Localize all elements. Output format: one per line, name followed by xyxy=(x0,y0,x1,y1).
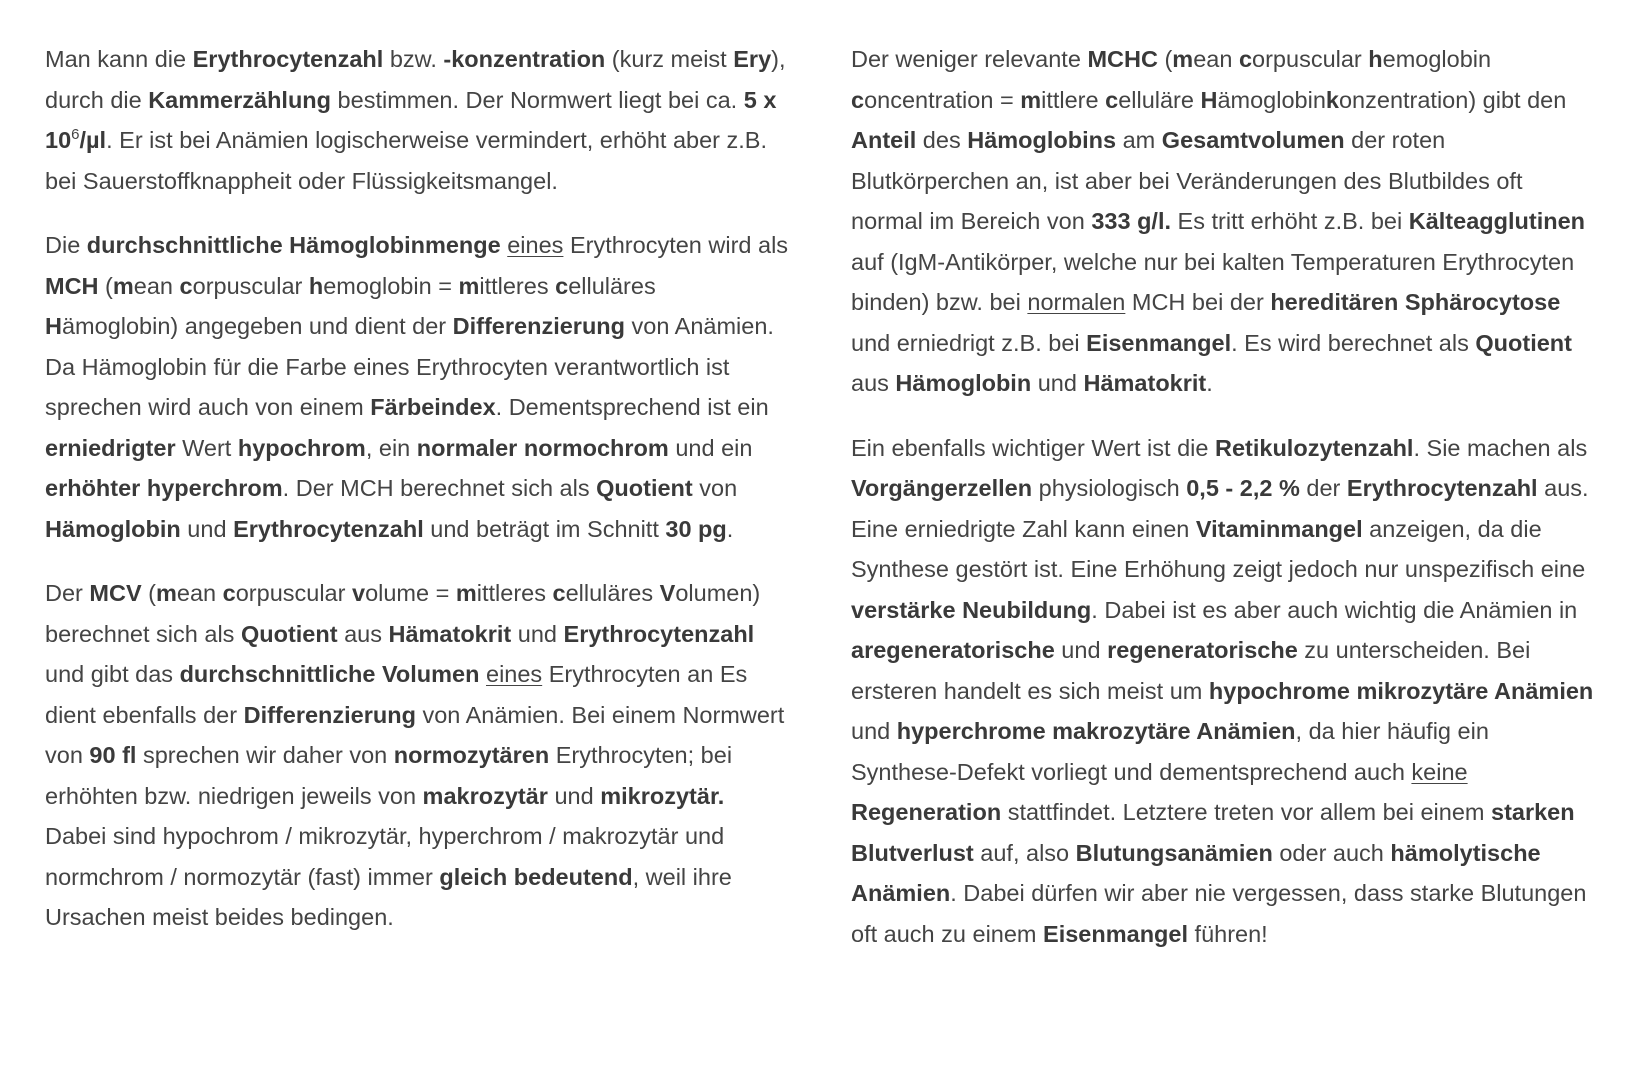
text-run: , ein xyxy=(365,434,417,461)
bold-term: Vitaminmangel xyxy=(1195,515,1363,542)
text-run: ean xyxy=(1193,46,1239,72)
bold-term: c xyxy=(1105,86,1119,113)
text-run: Erythrocyten wird als xyxy=(563,232,789,258)
text-run: Erythrocyten an Es dient ebenfalls der xyxy=(45,661,748,728)
bold-term: hyperchrome makrozytäre Anämien xyxy=(896,718,1296,744)
text-run: sprechen wir daher von xyxy=(136,742,394,768)
text-run: emoglobin = xyxy=(323,272,459,299)
text-run: der roten Blutkörperchen an, ist aber bei Veränderungen des Blutbildes oft normal im Bereich von xyxy=(851,127,1523,234)
text-run: onzentration) gibt den xyxy=(1338,86,1567,113)
bold-term: normaler normochrom xyxy=(416,434,669,461)
bold-term: -konzentration xyxy=(443,46,606,72)
bold-term: m xyxy=(112,272,134,299)
bold-term: Eisenmangel xyxy=(1043,920,1189,947)
bold-term: starken Blutverlust xyxy=(851,799,1575,866)
text-run: und xyxy=(511,620,564,647)
text-run: von xyxy=(692,475,738,501)
text-run: auf, also xyxy=(973,839,1076,866)
text-run: , da hier häufig ein Synthese-Defekt vorliegt und dementsprechend auch xyxy=(851,718,1489,785)
text-run: zu unterscheiden. Bei ersteren handelt es sich meist um xyxy=(851,637,1531,704)
text-run: stattfindet. Letztere treten vor allem bei einem xyxy=(1001,799,1491,825)
bold-term: 30 pg xyxy=(665,515,727,542)
left-column xyxy=(45,39,790,962)
text-run: und gibt das xyxy=(45,661,180,687)
paragraph xyxy=(45,39,790,201)
bold-term: h xyxy=(308,272,324,299)
bold-term: m xyxy=(156,580,177,606)
text-run: und beträgt im Schnitt xyxy=(423,515,666,542)
bold-term: erniedrigter xyxy=(45,434,176,461)
bold-term: h xyxy=(1368,46,1383,72)
text-run: elluläres xyxy=(568,272,656,299)
text-run: . Der MCH berechnet sich als xyxy=(282,475,597,501)
text-run: olume = xyxy=(365,580,456,606)
bold-term: Retikulozytenzahl xyxy=(1214,434,1414,461)
text-run: von Anämien. Bei einem Normwert von xyxy=(45,701,785,768)
text-run: physiologisch xyxy=(1032,475,1187,501)
bold-term: regeneratorische xyxy=(1107,637,1298,663)
text-run: ean xyxy=(133,272,180,299)
text-run: orpuscular xyxy=(192,272,309,299)
text-run: des xyxy=(916,127,968,153)
bold-term: durchschnittliche Volumen xyxy=(179,661,480,687)
text-run: bestimmen. Der Normwert liegt bei ca. xyxy=(331,86,744,113)
text-run: ( xyxy=(98,272,113,299)
bold-term: Kälteagglutinen xyxy=(1408,208,1585,234)
bold-term: Erythrocytenzahl xyxy=(1346,475,1538,501)
text-run: . xyxy=(1206,370,1213,396)
bold-term: m xyxy=(1172,46,1194,72)
bold-term: 5 x 10 xyxy=(45,86,777,153)
paragraph xyxy=(45,573,790,938)
bold-term: hereditären Sphärocytose xyxy=(1270,289,1561,315)
text-run: und xyxy=(851,718,897,744)
text-run: olumen) berechnet sich als xyxy=(45,580,761,647)
text-run: ittlere xyxy=(1041,86,1106,113)
bold-term: k xyxy=(1325,86,1339,113)
bold-term: c xyxy=(179,272,193,299)
bold-term: normozytären xyxy=(393,742,550,768)
text-run: Der weniger relevante xyxy=(851,46,1088,72)
bold-term: 0,5 - 2,2 % xyxy=(1186,475,1300,501)
text-run: ( xyxy=(141,580,156,606)
right-column xyxy=(851,39,1596,978)
bold-term: m xyxy=(1020,86,1042,113)
bold-term: c xyxy=(555,272,569,299)
bold-term: Quotient xyxy=(1475,329,1572,356)
bold-term: Quotient xyxy=(240,620,338,647)
text-run: oncentration = xyxy=(864,86,1021,113)
bold-term: m xyxy=(455,580,477,606)
bold-term: /µl xyxy=(79,127,107,153)
underlined-text: eines xyxy=(486,661,543,687)
text-run: Ein ebenfalls wichtiger Wert ist die xyxy=(851,434,1215,461)
bold-term: hypochrome mikrozytäre Anämien xyxy=(1208,677,1594,704)
text-run: elluläre xyxy=(1118,86,1201,113)
bold-term: Anteil xyxy=(851,127,917,153)
bold-term: Vorgängerzellen xyxy=(851,475,1033,501)
text-run: und xyxy=(180,515,234,542)
underlined-text: keine xyxy=(1411,758,1468,785)
text-run: Dabei sind hypochrom / mikrozytär, hyperchrom / makrozytär und normchrom / normozytär (fast) immer xyxy=(45,823,725,890)
bold-term: Quotient xyxy=(596,475,693,501)
text-run: Es tritt erhöht z.B. bei xyxy=(1171,208,1409,234)
text-run: aus xyxy=(851,370,896,396)
bold-term: Erythrocytenzahl xyxy=(563,620,755,647)
bold-term: MCHC xyxy=(1087,46,1158,72)
bold-term: c xyxy=(1238,46,1253,72)
text-run: ittleres xyxy=(476,580,553,606)
text-run: orpuscular xyxy=(235,580,352,606)
text-run: Die xyxy=(45,232,87,258)
bold-term: makrozytär xyxy=(422,782,548,809)
text-run: (kurz meist xyxy=(605,46,734,72)
text-run: . xyxy=(726,515,734,542)
text-run: MCH bei der xyxy=(1125,289,1271,315)
bold-term: H xyxy=(1200,86,1218,113)
text-run: Man kann die xyxy=(45,46,193,72)
bold-term: Differenzierung xyxy=(452,313,626,339)
text-run: aus. Eine erniedrigte Zahl kann einen xyxy=(851,475,1589,542)
bold-term: gleich bedeutend xyxy=(439,863,633,890)
bold-term: 90 fl xyxy=(89,742,137,768)
text-run: bzw. xyxy=(383,46,444,72)
text-run: aus xyxy=(337,620,389,647)
text-run: ), durch die xyxy=(45,46,786,113)
bold-term: H xyxy=(45,313,62,339)
bold-term: Erythrocytenzahl xyxy=(233,515,424,542)
text-run: . Dabei ist es aber auch wichtig die Anämien in xyxy=(1091,596,1578,623)
bold-term: 333 g/l. xyxy=(1091,208,1172,234)
paragraph xyxy=(851,39,1596,404)
text-run: führen! xyxy=(1188,920,1268,947)
bold-term: aregeneratorische xyxy=(851,637,1055,663)
bold-term: v xyxy=(351,580,366,606)
bold-term: Differenzierung xyxy=(243,701,416,728)
text-run: am xyxy=(1116,127,1162,153)
text-run: und xyxy=(1054,637,1108,663)
bold-term: MCV xyxy=(89,580,142,606)
bold-term: Ery xyxy=(733,46,772,72)
text-run: ämoglobin xyxy=(1217,86,1326,113)
text-run: ean xyxy=(176,580,223,606)
text-run: oder auch xyxy=(1272,839,1391,866)
bold-term: c xyxy=(222,580,236,606)
bold-term: c xyxy=(851,86,865,113)
bold-term: hypochrom xyxy=(237,434,366,461)
text-run: und xyxy=(547,782,601,809)
bold-term: mikrozytär. xyxy=(600,782,725,809)
text-run: und ein xyxy=(668,434,753,461)
text-run: ämoglobin) angegeben und dient der xyxy=(61,313,453,339)
text-run: der xyxy=(1299,475,1347,501)
text-run: ( xyxy=(1157,46,1173,72)
text-run: anzeigen, da die Synthese gestört ist. Eine Erhöhung zeigt jedoch nur unspezifisch eine xyxy=(851,515,1586,582)
bold-term: Hämatokrit xyxy=(388,620,512,647)
bold-term: m xyxy=(458,272,480,299)
underlined-text: eines xyxy=(507,232,564,258)
text-run: und erniedrigt z.B. bei xyxy=(851,329,1087,356)
bold-term: Eisenmangel xyxy=(1086,329,1232,356)
bold-term: Färbeindex xyxy=(370,394,496,420)
bold-term: MCH xyxy=(45,272,99,299)
superscript: 6 xyxy=(71,126,80,143)
bold-term: Hämoglobin xyxy=(895,370,1032,396)
text-run: Der xyxy=(45,580,90,606)
text-run: , weil ihre Ursachen meist beides bedingen. xyxy=(45,863,732,930)
bold-term: verstärke Neubildung xyxy=(851,596,1092,623)
bold-term: Hämoglobin xyxy=(45,515,181,542)
bold-term: Kammerzählung xyxy=(148,86,332,113)
text-run: auf (IgM-Antikörper, welche nur bei kalten Temperaturen Erythrocyten binden) bzw. bei xyxy=(851,248,1575,315)
text-run: von Anämien. Da Hämoglobin für die Farbe eines Erythrocyten verantwortlich ist sprechen wird auch von einem xyxy=(45,313,774,420)
text-run: . Sie machen als xyxy=(1413,434,1588,461)
bold-term: Blutungsanämien xyxy=(1075,839,1273,866)
text-run: elluläres xyxy=(565,580,660,606)
text-run: und xyxy=(1031,370,1084,396)
bold-term: V xyxy=(659,580,676,606)
bold-term: Regeneration xyxy=(851,799,1002,825)
paragraph xyxy=(45,225,790,549)
text-run: . Es wird berechnet als xyxy=(1231,329,1476,356)
bold-term: erhöhter hyperchrom xyxy=(45,475,283,501)
text-run: . Dabei dürfen wir aber nie vergessen, dass starke Blutungen oft auch zu einem xyxy=(851,880,1587,947)
text-run: Erythrocyten; bei erhöhten bzw. niedrigen jeweils von xyxy=(45,742,733,809)
text-run: orpuscular xyxy=(1252,46,1369,72)
underlined-text: normalen xyxy=(1027,289,1126,315)
paragraph xyxy=(851,428,1596,955)
bold-term: Hämatokrit xyxy=(1083,370,1207,396)
bold-term: durchschnittliche Hämoglobinmenge xyxy=(86,232,501,258)
text-run: . Dementsprechend ist ein xyxy=(495,394,769,420)
text-run: ittleres xyxy=(479,272,556,299)
text-run: Wert xyxy=(175,434,238,461)
bold-term: Gesamtvolumen xyxy=(1161,127,1345,153)
bold-term: c xyxy=(552,580,566,606)
bold-term: hämolytische Anämien xyxy=(851,839,1541,906)
text-run: emoglobin xyxy=(1382,46,1492,72)
text-run: . Er ist bei Anämien logischerweise vermindert, erhöht aber z.B. bei Sauerstoffknappheit oder Flüssigkeitsmangel. xyxy=(45,127,768,194)
bold-term: Hämoglobins xyxy=(967,127,1117,153)
bold-term: Erythrocytenzahl xyxy=(192,46,384,72)
